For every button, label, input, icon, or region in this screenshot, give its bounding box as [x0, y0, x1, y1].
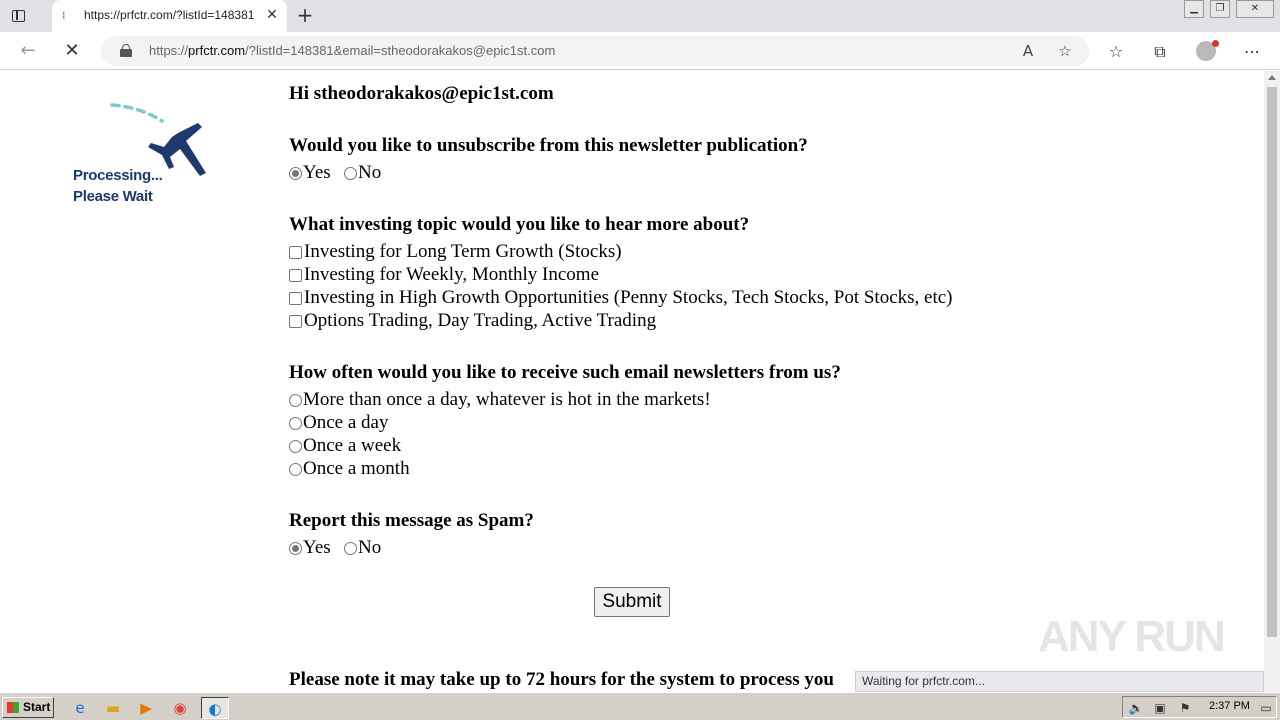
- address-bar[interactable]: [101, 36, 1089, 66]
- processing-logo: [70, 99, 220, 209]
- option-label: No: [358, 537, 382, 558]
- loading-spinner-icon: ⁞: [62, 9, 66, 22]
- status-bar: Waiting for prfctr.com...: [855, 671, 1264, 692]
- url-host: prfctr.com: [188, 43, 246, 58]
- system-tray: [1122, 696, 1277, 718]
- unsubscribe-no-option[interactable]: [339, 162, 381, 184]
- back-button[interactable]: ←: [20, 40, 36, 61]
- frequency-option[interactable]: [284, 458, 410, 480]
- option-label: Investing for Weekly, Monthly Income: [304, 264, 600, 285]
- radio-unsubscribe-yes[interactable]: [289, 167, 302, 180]
- watermark: ANY RUN: [1038, 612, 1224, 661]
- tab-title: https://prfctr.com/?listId=148381: [84, 8, 255, 22]
- tab-active[interactable]: [52, 0, 287, 32]
- ie-icon[interactable]: e: [75, 699, 85, 717]
- spam-no-option[interactable]: [339, 537, 381, 559]
- scrollbar-thumb[interactable]: [1267, 87, 1277, 637]
- radio-spam-yes[interactable]: [289, 542, 302, 555]
- collections-icon[interactable]: ⧉: [1154, 42, 1166, 61]
- topic-option[interactable]: [285, 287, 953, 309]
- url-path: /?listId=148381&email=stheodorakakos@epic1st.com: [245, 43, 556, 58]
- checkbox-high-growth[interactable]: [289, 292, 302, 305]
- submit-button[interactable]: Submit: [594, 587, 670, 617]
- question-unsubscribe: Would you like to unsubscribe from this newsletter publication?: [289, 135, 808, 156]
- start-button[interactable]: Start: [2, 697, 54, 718]
- checkbox-long-term-growth[interactable]: [289, 246, 302, 259]
- media-player-icon[interactable]: ▶: [140, 699, 152, 717]
- radio-frequency-weekly[interactable]: [289, 440, 302, 453]
- tab-close-icon[interactable]: ✕: [266, 7, 278, 23]
- folder-icon[interactable]: ▬: [105, 699, 121, 717]
- profile-avatar[interactable]: [1196, 41, 1216, 61]
- navigation-bar: [0, 32, 1280, 70]
- radio-frequency-multiple[interactable]: [289, 394, 302, 407]
- frequency-option[interactable]: [284, 389, 711, 411]
- processing-note: Please note it may take up to 72 hours for the system to process you: [289, 669, 834, 690]
- url-scheme: https://: [149, 43, 189, 58]
- lock-icon[interactable]: [120, 44, 132, 57]
- more-menu-icon[interactable]: ⋯: [1244, 42, 1260, 61]
- option-label: Once a week: [303, 435, 402, 456]
- close-window-button[interactable]: ✕: [1236, 0, 1274, 18]
- edge-icon[interactable]: ◐: [201, 697, 229, 719]
- unsubscribe-yes-option[interactable]: [284, 162, 331, 184]
- option-label: Yes: [303, 537, 331, 558]
- read-aloud-icon[interactable]: A: [1022, 42, 1034, 60]
- chrome-icon[interactable]: ◉: [173, 699, 187, 717]
- greeting: Hi stheodorakakos@epic1st.com: [289, 83, 554, 104]
- page-scrollbar[interactable]: [1264, 71, 1280, 692]
- taskbar: [0, 692, 1280, 720]
- frequency-option[interactable]: [284, 435, 401, 457]
- tab-strip: [0, 0, 1280, 32]
- flag-icon[interactable]: ⚑: [1179, 701, 1191, 715]
- option-label: Once a day: [303, 412, 389, 433]
- tab-actions-icon[interactable]: [10, 7, 28, 25]
- radio-spam-no[interactable]: [344, 542, 357, 555]
- option-label: More than once a day, whatever is hot in the markets!: [303, 389, 711, 410]
- url-text[interactable]: [149, 43, 555, 58]
- logo-text-line1: Processing...: [73, 167, 163, 184]
- checkbox-income[interactable]: [289, 269, 302, 282]
- stop-loading-button[interactable]: ✕: [64, 40, 80, 61]
- radio-frequency-daily[interactable]: [289, 417, 302, 430]
- option-label: Investing for Long Term Growth (Stocks): [304, 241, 622, 262]
- radio-unsubscribe-no[interactable]: [344, 167, 357, 180]
- restore-button[interactable]: ❐: [1210, 0, 1230, 18]
- question-topic: What investing topic would you like to hear more about?: [289, 214, 750, 235]
- option-label: Options Trading, Day Trading, Active Trading: [304, 310, 657, 331]
- checkbox-options-trading[interactable]: [289, 315, 302, 328]
- minimize-button[interactable]: ▁: [1184, 0, 1204, 18]
- frequency-option[interactable]: [284, 412, 388, 434]
- option-label: Investing in High Growth Opportunities (Penny Stocks, Tech Stocks, Pot Stocks, etc): [304, 287, 953, 308]
- logo-text-line2: Please Wait: [73, 188, 153, 205]
- favorites-icon[interactable]: ☆: [1108, 42, 1124, 61]
- question-spam: Report this message as Spam?: [289, 510, 534, 531]
- add-favorite-icon[interactable]: ☆: [1058, 42, 1072, 60]
- new-tab-button[interactable]: +: [296, 3, 314, 27]
- volume-icon[interactable]: 🔈: [1128, 701, 1144, 715]
- option-label: Once a month: [303, 458, 410, 479]
- option-label: No: [358, 162, 382, 183]
- spam-yes-option[interactable]: [284, 537, 331, 559]
- page-viewport: [0, 71, 1264, 692]
- question-frequency: How often would you like to receive such email newsletters from us?: [289, 362, 841, 383]
- topic-option[interactable]: [285, 241, 622, 263]
- option-label: Yes: [303, 162, 331, 183]
- scroll-up-arrow-icon[interactable]: [1268, 75, 1276, 80]
- network-icon[interactable]: ▣: [1154, 701, 1166, 715]
- radio-frequency-monthly[interactable]: [289, 463, 302, 476]
- topic-option[interactable]: [285, 264, 599, 286]
- clock: 2:37 PM: [1209, 700, 1250, 712]
- topic-option[interactable]: [285, 310, 656, 332]
- show-desktop-icon[interactable]: ▭: [1260, 701, 1272, 715]
